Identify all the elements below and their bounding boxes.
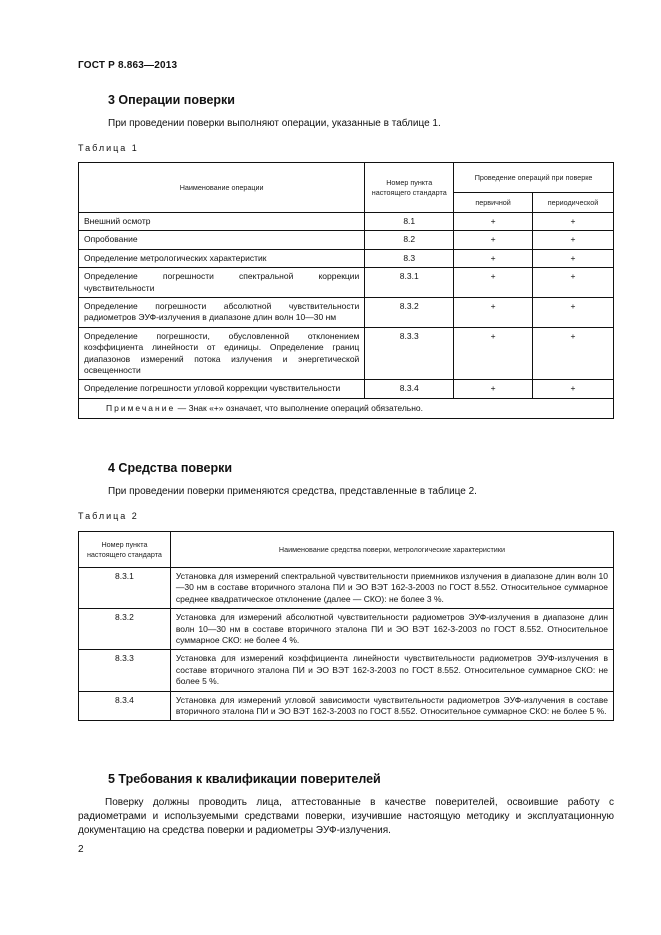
note-label: Примечание xyxy=(106,402,176,413)
table-1-header-item: Номер пункта настоящего стандарта xyxy=(365,163,454,213)
operation-name: Опробование xyxy=(79,231,365,249)
section-5-text: Поверку должны проводить лица, аттестованные в качестве поверителей, освоившие работу с радиометрами и используемыми средствами поверки, изучившие настоящую методику и эксплуатационную документацию на средства поверки и радиометры ЭУФ-излучения. xyxy=(78,797,614,836)
operation-name: Внешний осмотр xyxy=(79,213,365,231)
table-row xyxy=(79,691,614,721)
operation-primary: + xyxy=(454,380,533,398)
operation-primary: + xyxy=(454,213,533,231)
operation-periodic: + xyxy=(533,327,614,380)
table-row xyxy=(79,213,614,231)
table-row xyxy=(79,249,614,267)
table-row xyxy=(79,609,614,650)
operation-item: 8.3.1 xyxy=(365,268,454,298)
operation-periodic: + xyxy=(533,213,614,231)
section-5-heading: 5 Требования к квалификации поверителей xyxy=(108,772,381,786)
equipment-desc: Установка для измерений абсолютной чувствительности радиометров ЭУФ-излучения в диапазоне длин волн 10—30 нм в составе вторичного эталона ПИ и ЭО ВЭТ 162-3-2003 по ГОСТ 8.552. Относительное суммарное СКО: не более 4 %. xyxy=(170,609,613,650)
table-row xyxy=(79,268,614,298)
operation-item: 8.3.4 xyxy=(365,380,454,398)
operation-item: 8.3.3 xyxy=(365,327,454,380)
table-1-header-name: Наименование операции xyxy=(79,163,365,213)
table-2-label: Таблица 2 xyxy=(78,511,139,521)
operation-primary: + xyxy=(454,268,533,298)
table-2-header-desc: Наименование средства поверки, метрологические характеристики xyxy=(170,532,613,568)
table-1-header-primary: первичной xyxy=(454,193,533,213)
operation-name: Определение погрешности абсолютной чувствительности радиометров ЭУФ-излучения в диапазоне длин волн 10—30 нм xyxy=(79,298,365,328)
equipment-item: 8.3.1 xyxy=(79,568,171,609)
equipment-desc: Установка для измерений спектральной чувствительности приемников излучения в диапазоне длин волн 10—30 нм в составе вторичного эталона ПИ и ЭО ВЭТ 162-3-2003 по ГОСТ 8.552. Относительное суммарное среднее квадратическое отклонение (далее — СКО): не более 3 %. xyxy=(170,568,613,609)
operation-item: 8.3.2 xyxy=(365,298,454,328)
document-header: ГОСТ Р 8.863—2013 xyxy=(78,60,178,71)
operation-periodic: + xyxy=(533,231,614,249)
section-3-heading: 3 Операции поверки xyxy=(108,93,235,107)
table-row xyxy=(79,298,614,328)
operation-item: 8.1 xyxy=(365,213,454,231)
equipment-item: 8.3.2 xyxy=(79,609,171,650)
table-row xyxy=(79,650,614,691)
section-4-heading: 4 Средства поверки xyxy=(108,461,233,475)
equipment-item: 8.3.4 xyxy=(79,691,171,721)
note-text: — Знак «+» означает, что выполнение операций обязательно. xyxy=(177,402,423,413)
operation-name: Определение погрешности угловой коррекции чувствительности xyxy=(79,380,365,398)
table-row xyxy=(79,380,614,398)
equipment-table xyxy=(78,531,614,721)
equipment-desc: Установка для измерений угловой зависимости чувствительности радиометров ЭУФ-излучения в составе вторичного эталона ПИ и ЭО ВЭТ 162-3-2003 по ГОСТ 8.552. Относительное суммарное СКО: не более 5 %. xyxy=(170,691,613,721)
operations-table xyxy=(78,162,614,419)
operation-primary: + xyxy=(454,231,533,249)
table-row xyxy=(79,568,614,609)
operation-name: Определение погрешности, обусловленной отклонением коэффициента линейности от единицы. Определение границ диапазонов измерений потока излучения и энергетической освещенности xyxy=(79,327,365,380)
operation-name: Определение погрешности спектральной коррекции чувствительности xyxy=(79,268,365,298)
table-row xyxy=(79,327,614,380)
equipment-desc: Установка для измерений коэффициента линейности чувствительности радиометров ЭУФ-излучения в составе вторичного эталона ПИ и ЭО ВЭТ 162-3-2003 по ГОСТ 8.552. Относительное суммарное СКО: не более 5 %. xyxy=(170,650,613,691)
table-1-header-periodic: периодической xyxy=(533,193,614,213)
operation-periodic: + xyxy=(533,380,614,398)
page-number: 2 xyxy=(78,844,84,855)
operation-name: Определение метрологических характеристик xyxy=(79,249,365,267)
equipment-item: 8.3.3 xyxy=(79,650,171,691)
table-1-note xyxy=(79,398,614,418)
operation-primary: + xyxy=(454,249,533,267)
operation-item: 8.2 xyxy=(365,231,454,249)
table-1-label: Таблица 1 xyxy=(78,143,139,153)
operation-primary: + xyxy=(454,327,533,380)
operation-periodic: + xyxy=(533,249,614,267)
section-4-intro: При проведении поверки применяются средства, представленные в таблице 2. xyxy=(108,486,477,497)
table-2-header-item: Номер пункта настоящего стандарта xyxy=(79,532,171,568)
operation-primary: + xyxy=(454,298,533,328)
table-row xyxy=(79,231,614,249)
table-1-header-group: Проведение операций при поверке xyxy=(454,163,614,193)
section-3-intro: При проведении поверки выполняют операции, указанные в таблице 1. xyxy=(108,118,441,129)
operation-periodic: + xyxy=(533,268,614,298)
operation-item: 8.3 xyxy=(365,249,454,267)
operation-periodic: + xyxy=(533,298,614,328)
